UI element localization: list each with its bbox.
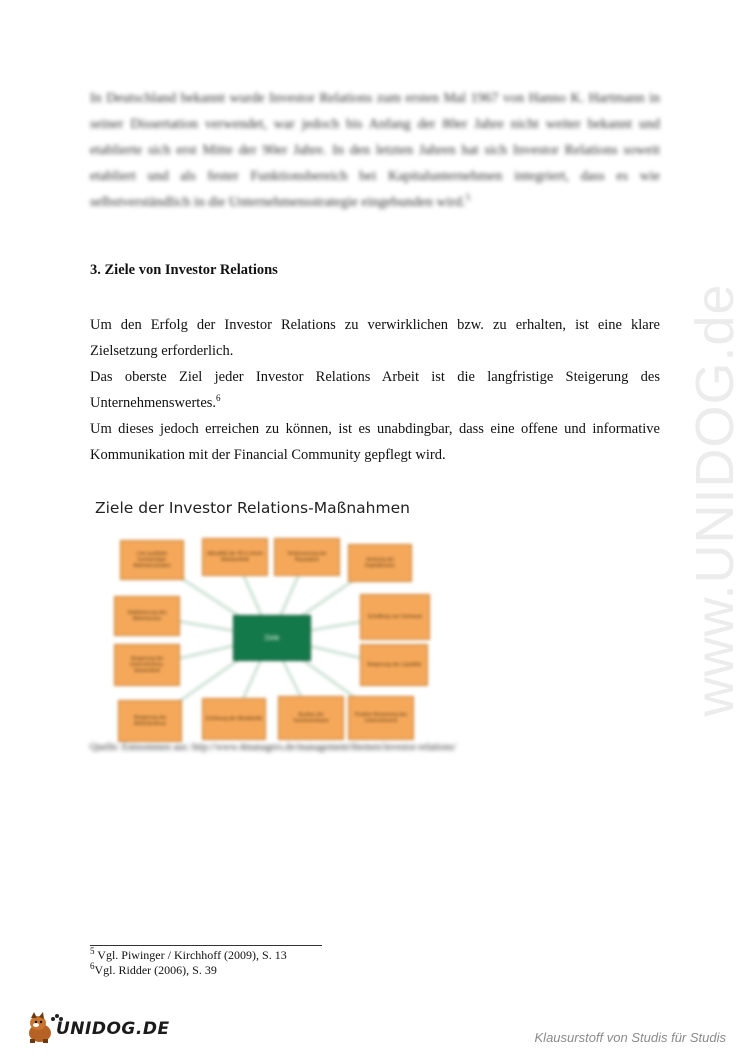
goals-diagram [112, 534, 437, 744]
paragraph-3: Um dieses jedoch erreichen zu können, ist es unabdingbar, dass eine offene und informative Kommunikation mit der Financial Community gepflegt wird. [90, 421, 660, 463]
section-heading: 3. Ziele von Investor Relations [90, 262, 278, 278]
watermark: www.UNIDOG.de [685, 283, 745, 717]
logo-text: UNIDOG.DE [56, 1019, 170, 1039]
goal-box-10: Erhöhung der Attraktivität [202, 698, 266, 740]
footnote-rule [90, 945, 322, 946]
goal-box-12: Positive Bewertung des Unternehmens [348, 696, 414, 740]
goal-box-6: Schaffung von Vertrauen [360, 594, 430, 640]
goal-box-4: Senkung der Kapitalkosten [348, 544, 412, 582]
goal-box-8: Steigerung der Liquidität [360, 644, 428, 686]
figure-title: Ziele der Investor Relations-Maßnahmen [95, 499, 410, 517]
goal-box-2: Aktualität der IR in einem Marktumfeld [202, 538, 268, 576]
paragraph-1: Um den Erfolg der Investor Relations zu verwirklichen bzw. zu erhalten, ist eine klare Zielsetzung erforderlich. [90, 317, 660, 359]
intro-paragraph-text: In Deutschland bekannt wurde Investor Relations zum ersten Mal 1967 von Hanno K. Hartmann in seiner Dissertation verwendet, war jedoch bis Anfang der 80er Jahre nicht weiter bekannt und etablierte sich erst Mitte der 90er Jahre. In den letzten Jahren hat sich Investor Relations soweit etabliert und als fester Funktionsbereich bei Kapitalunternehmen integriert, dass es wie selbstverständlich in die Unternehmensstrategie eingebunden wird. [90, 91, 660, 210]
footer-tagline: Klausurstoff von Studis für Studis [534, 1030, 726, 1045]
goal-box-9: Steigerung der Aktionärstreue [118, 700, 182, 742]
footnote-6: $^6$Vgl. Ridder (2006), S. 39 [90, 961, 217, 977]
paragraph-2 [90, 364, 660, 416]
goal-center-box: Ziele [233, 615, 311, 661]
goal-box-7: Steigerung der Unternehmens-bekanntheit [114, 644, 180, 686]
paragraph-2-text: Das oberste Ziel jeder Investor Relations Arbeit ist die langfristige Steigerung des Unternehmenswertes. [90, 369, 660, 411]
goal-box-3: Verbesserung der Reputation [274, 538, 340, 576]
goal-box-5: Stabilisierung des Aktienkurses [114, 596, 180, 636]
figure-caption: Quelle: Entnommen aus: http://www.4managers.de/management/themen/investor-relations/ [90, 742, 457, 753]
footnote-ref-5: 5 [465, 192, 471, 203]
goal-box-11: Ausbau der Investorenbasis [278, 696, 344, 740]
footnote-5: $^5$ Vgl. Piwinger / Kirchhoff (2009), S. 13 [90, 946, 287, 962]
blurred-intro-paragraph [90, 86, 660, 216]
footnote-ref-6: 6 [216, 393, 221, 404]
body-text [90, 312, 660, 468]
goal-box-1: Line qualitativ hochwertiger Aktionärsstruktur [120, 540, 184, 580]
footnotes [90, 948, 287, 978]
